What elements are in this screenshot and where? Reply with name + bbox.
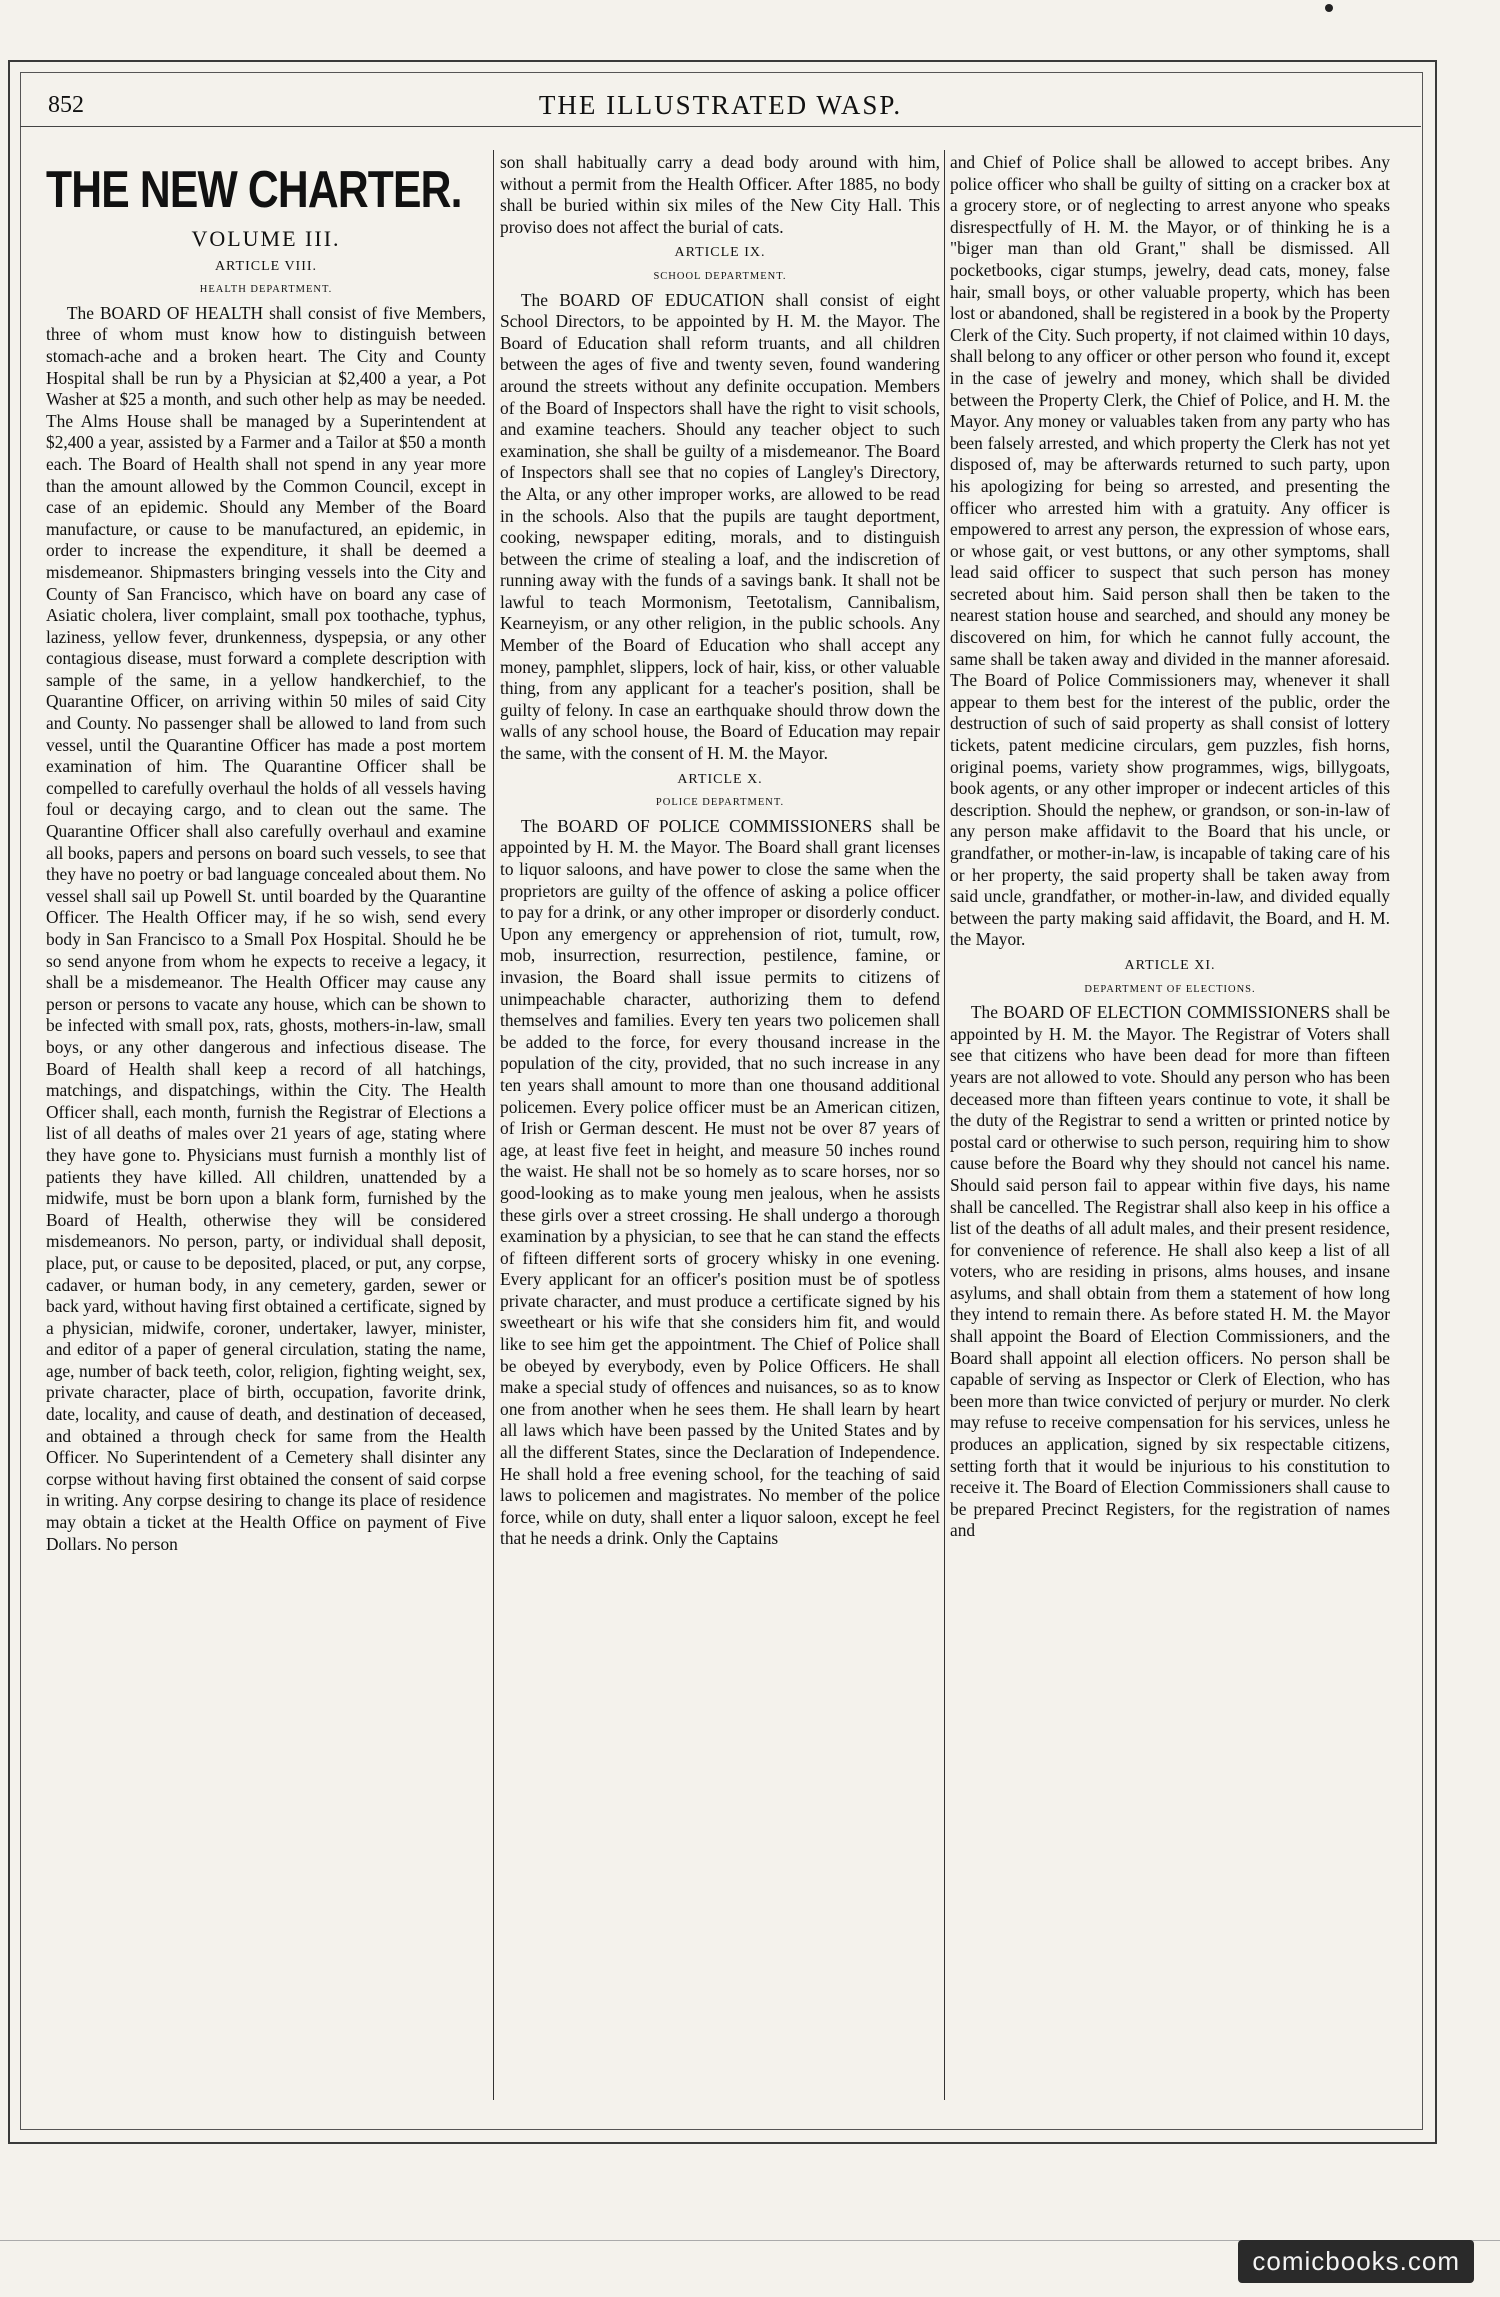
article-paragraph: The BOARD OF HEALTH shall consist of five Members, three of whom must know how to distinguish between stomach-ache and a broken heart. The City and County Hospital shall be run by a Physician at $2,400 a year, a Pot Washer at $25 a month, and such other help as may be needed. The Alms House shall be managed by a Superintendent at $2,400 a year, assisted by a Farmer and a Tailor at $50 a month each. The Board of Health shall not spend in any year more than the amount allowed by the Common Council, except in case of an epidemic. Should any Member of the Board manufacture, or cause to be manufactured, an epidemic, in order to increase the expenditure, it shall be deemed a misdemeanor. Shipmasters bringing vessels into the City and County of San Francisco, which have on board any case of Asiatic cholera, liver complaint, small pox toothache, typhus, laziness, yellow fever, drunkenness, dyspepsia, or any other contagious disease, must forward a complete description with sample of the same, in a yellow handkerchief, to the Quarantine Officer, on arriving within 50 miles of said City and County. No passenger shall be allowed to land from such vessel, until the Quarantine Officer has made a post mortem examination of him. The Quarantine Officer shall be compelled to carefully overhaul the holds of all vessels having foul or decaying cargo, and to clean out the same. The Quarantine Officer shall also carefully overhaul and examine all books, papers and persons on board such vessels, to see that they have no poetry or bad language concealed about them. No vessel shall sail up Powell St. until boarded by the Quarantine Officer. The Health Officer may, if he so wish, send every body in San Francisco to a Small Pox Hospital. Should he be so send anyone from whom he expects to receive a legacy, it shall be a misdemeanor. The Health Officer may cause any person or persons to vacate any house, which can be shown to be infected with small pox, rats, ghosts, mothers-in-law, small boys, or any other dangerous and infectious disease. The Board of Health shall keep a record of all hatchings, matchings, and dispatchings, within the City. The Health Officer shall, each month, furnish the Registrar of Elections a list of all deaths of males over 21 years of age, stating where they have gone to. Physicians must furnish a monthly list of patients they have killed. All children, unattended by a midwife, must be born upon a blank form, furnished by the Board of Health, otherwise they will be considered misdemeanors. No person, party, or individual shall deposit, place, put, or cause to be deposited, placed, or put, any corpse, cadaver, or human body, in any cemetery, garden, sewer or back yard, without having first obtained a certificate, signed by a physician, midwife, coroner, undertaker, lawyer, minister, and editor of a paper of general circulation, stating the name, age, number of back teeth, color, religion, fighting weight, sex, private character, place of birth, occupation, favorite drink, date, locality, and cause of death, and destination of deceased, and obtained a through check for same from the Health Officer. No Superintendent of a Cemetery shall disinter any corpse without having first obtained the consent of said corpse in writing. Any corpse desiring to change its place of residence may obtain a ticket at the Health Office on payment of Five Dollars. No person (46, 302, 486, 1554)
department-heading: DEPARTMENT OF ELECTIONS. (1084, 983, 1256, 995)
department-heading: HEALTH DEPARTMENT. (199, 284, 333, 296)
article-heading: ARTICLE IX. (674, 245, 766, 261)
department-heading: SCHOOL DEPARTMENT. (653, 270, 787, 282)
site-watermark: comicbooks.com (1238, 2240, 1474, 2283)
article-paragraph: and Chief of Police shall be allowed to accept bribes. Any police officer who shall be guilty of sitting on a cracker box at a grocery store, or of neglecting to arrest anyone who speaks disrespectfully of H. M. the Mayor, or of thinking he is a "biger man than old Grant," shall be dismissed. All pocketbooks, cigar stumps, jewelry, dead cats, money, false hair, small boys, or other valuable property, which has been lost or abandoned, shall be registered in a book by the Property Clerk of the City. Such property, if not claimed within 10 days, shall belong to any officer or other person who found it, except in the case of jewelry and money, which shall be divided between the Property Clerk, the Chief of Police, and H. M. the Mayor. Any money or valuables taken from any party who has been falsely arrested, and which property the Clerk has not yet disposed of, may be afterwards returned to such party, upon his apologizing for being so arrested, and presenting the officer who arrested him with a gratuity. Any officer is empowered to arrest any person, the expression of whose ears, or whose gait, or vest buttons, or any other symptoms, shall lead said officer to suspect that such person has money secreted about him. Said person shall then be taken to the nearest station house and searched, and should any money be discovered on him, for which he cannot fully account, the same shall be taken away and divided in the manner aforesaid. The Board of Police Commissioners may, whenever it shall appear to them best for the interest of the public, order the destruction of such of said property as shall consist of lottery tickets, patent medicine circulars, gem puzzles, fish horns, original poems, variety show programmes, wigs, billygoats, book agents, or any other improper or indecent articles of this description. Should the nephew, or grandson, or son-in-law of any person make affidavit to the Board that his uncle, or grandfather, or mother-in-law, is incapable of taking care of his or her property, the said property shall be taken away from said uncle, grandfather, or mother-in-law, and divided equally between the party making said affidavit, the Board, and H. M. the Mayor. (950, 152, 1390, 950)
volume-heading: VOLUME III. (191, 226, 341, 251)
column-2 (500, 152, 940, 2097)
column-3 (950, 152, 1390, 2097)
article-paragraph: son shall habitually carry a dead body around with him, without a permit from the Health Officer. After 1885, no body shall be buried within six miles of the New City Hall. This proviso does not affect the burial of cats. (500, 152, 940, 237)
article-heading: ARTICLE XI. (1124, 957, 1216, 973)
article-paragraph: The BOARD OF EDUCATION shall consist of eight School Directors, to be appointed by H. M. the Mayor. The Board of Education shall reform truants, and all children between the ages of five and twenty seven, found wandering around the streets without any definite occupation. Members of the Board of Inspectors shall have the right to visit schools, and examine teachers. Should any teacher object to such examination, she shall be guilty of a misdemeanor. The Board of Inspectors shall see that no copies of Langley's Directory, the Alta, or any other improper works, are allowed to be read in the schools. Also that the pupils are taught deportment, cooking, newspaper editing, morals, and to distinguish between the crime of stealing a loaf, and the indiscretion of running away with the funds of a savings bank. It shall not be lawful to teach Mormonism, Teetotalism, Cannibalism, Kearneyism, or any other religion, in the public schools. Any Member of the Board of Education who shall accept any money, pamphlet, slippers, lock of hair, kiss, or other valuable thing, from any applicant for a teacher's position, shall be guilty of felony. In case an earthquake should throw down the walls of any school house, the Board of Education may repair the same, with the consent of H. M. the Mayor. (500, 289, 940, 764)
publication-title: THE ILLUSTRATED WASP. (538, 90, 903, 120)
article-headline: THE NEW CHARTER. (46, 161, 462, 219)
column-rule (944, 150, 945, 2100)
article-heading: ARTICLE VIII. (214, 258, 318, 274)
column-rule (493, 150, 494, 2100)
ink-speck (1325, 4, 1333, 12)
column-1 (46, 152, 486, 2097)
article-paragraph: The BOARD OF POLICE COMMISSIONERS shall be appointed by H. M. the Mayor. The Board shall grant licenses to liquor saloons, and have power to close the same when the proprietors are guilty of the offence of asking a police officer to pay for a drink, or any other improper or disorderly conduct. Upon any emergency or apprehension of riot, tumult, row, mob, insurrection, resurrection, pestilence, famine, or invasion, the Board shall issue permits to citizens of unimpeachable character, authorizing them to defend themselves and families. Every ten years two policemen shall be added to the force, for every thousand increase in the population of the city, provided, that no such increase in any ten years shall amount to more than one thousand additional policemen. Every police officer must be an American citizen, of Irish or German descent. He must not be over 87 years of age, at least five feet in height, and measure 50 inches round the waist. He shall not be so homely as to scare horses, nor so good-looking as to make young men jealous, when he assists these girls over a street crossing. He shall undergo a thorough examination by a physician, to see that he can stand the effects of fifteen different sorts of grocery whisky in one evening. Every applicant for an officer's position must be of spotless private character, and must produce a certificate signed by his sweetheart or his wife that she considers him fit, and would like to see him get the appointment. The Chief of Police shall be obeyed by everybody, even by Police Officers. He shall make a special study of offences and nuisances, so as to know one from another when he sees them. He shall learn by heart all laws which have been passed by the United States and by all the different States, since the Declaration of Independence. He shall hold a free evening school, for the teaching of said laws to policemen and magistrates. No member of the police force, while on duty, shall enter a liquor saloon, except he feel that he needs a drink. Only the Captains (500, 815, 940, 1549)
running-head (20, 86, 1421, 127)
page-number: 852 (48, 92, 84, 118)
article-paragraph: The BOARD OF ELECTION COMMISSIONERS shall be appointed by H. M. the Mayor. The Registrar of Voters shall see that citizens who have been dead for more than fifteen years are not allowed to vote. Should any person who has been deceased more than fifteen years continue to vote, it shall be the duty of the Registrar to send a written or printed notice by postal card or otherwise to such person, requiring him to show cause before the Board why they should not cancel his name. Should said person fail to appear within five days, his name shall be cancelled. The Registrar shall also keep in his office a list of the deaths of all adult males, and their present residence, for convenience of reference. He shall also keep a list of all voters, who are residing in prisons, alms houses, and insane asylums, and shall obtain from them a statement of how long they intend to remain there. As before stated H. M. the Mayor shall appoint the Board of Election Commissioners, and the Board shall appoint all election officers. No person shall be capable of serving as Inspector or Clerk of Election, who has been more than twice convicted of perjury or murder. No clerk may refuse to receive compensation for his services, unless he produces an application, signed by six respectable citizens, setting forth that it would be injurious to his constitution to receive it. The Board of Election Commissioners shall cause to be prepared Precinct Registers, for the registration of names and (950, 1002, 1390, 1541)
department-heading: POLICE DEPARTMENT. (655, 797, 785, 809)
article-heading: ARTICLE X. (677, 771, 763, 787)
